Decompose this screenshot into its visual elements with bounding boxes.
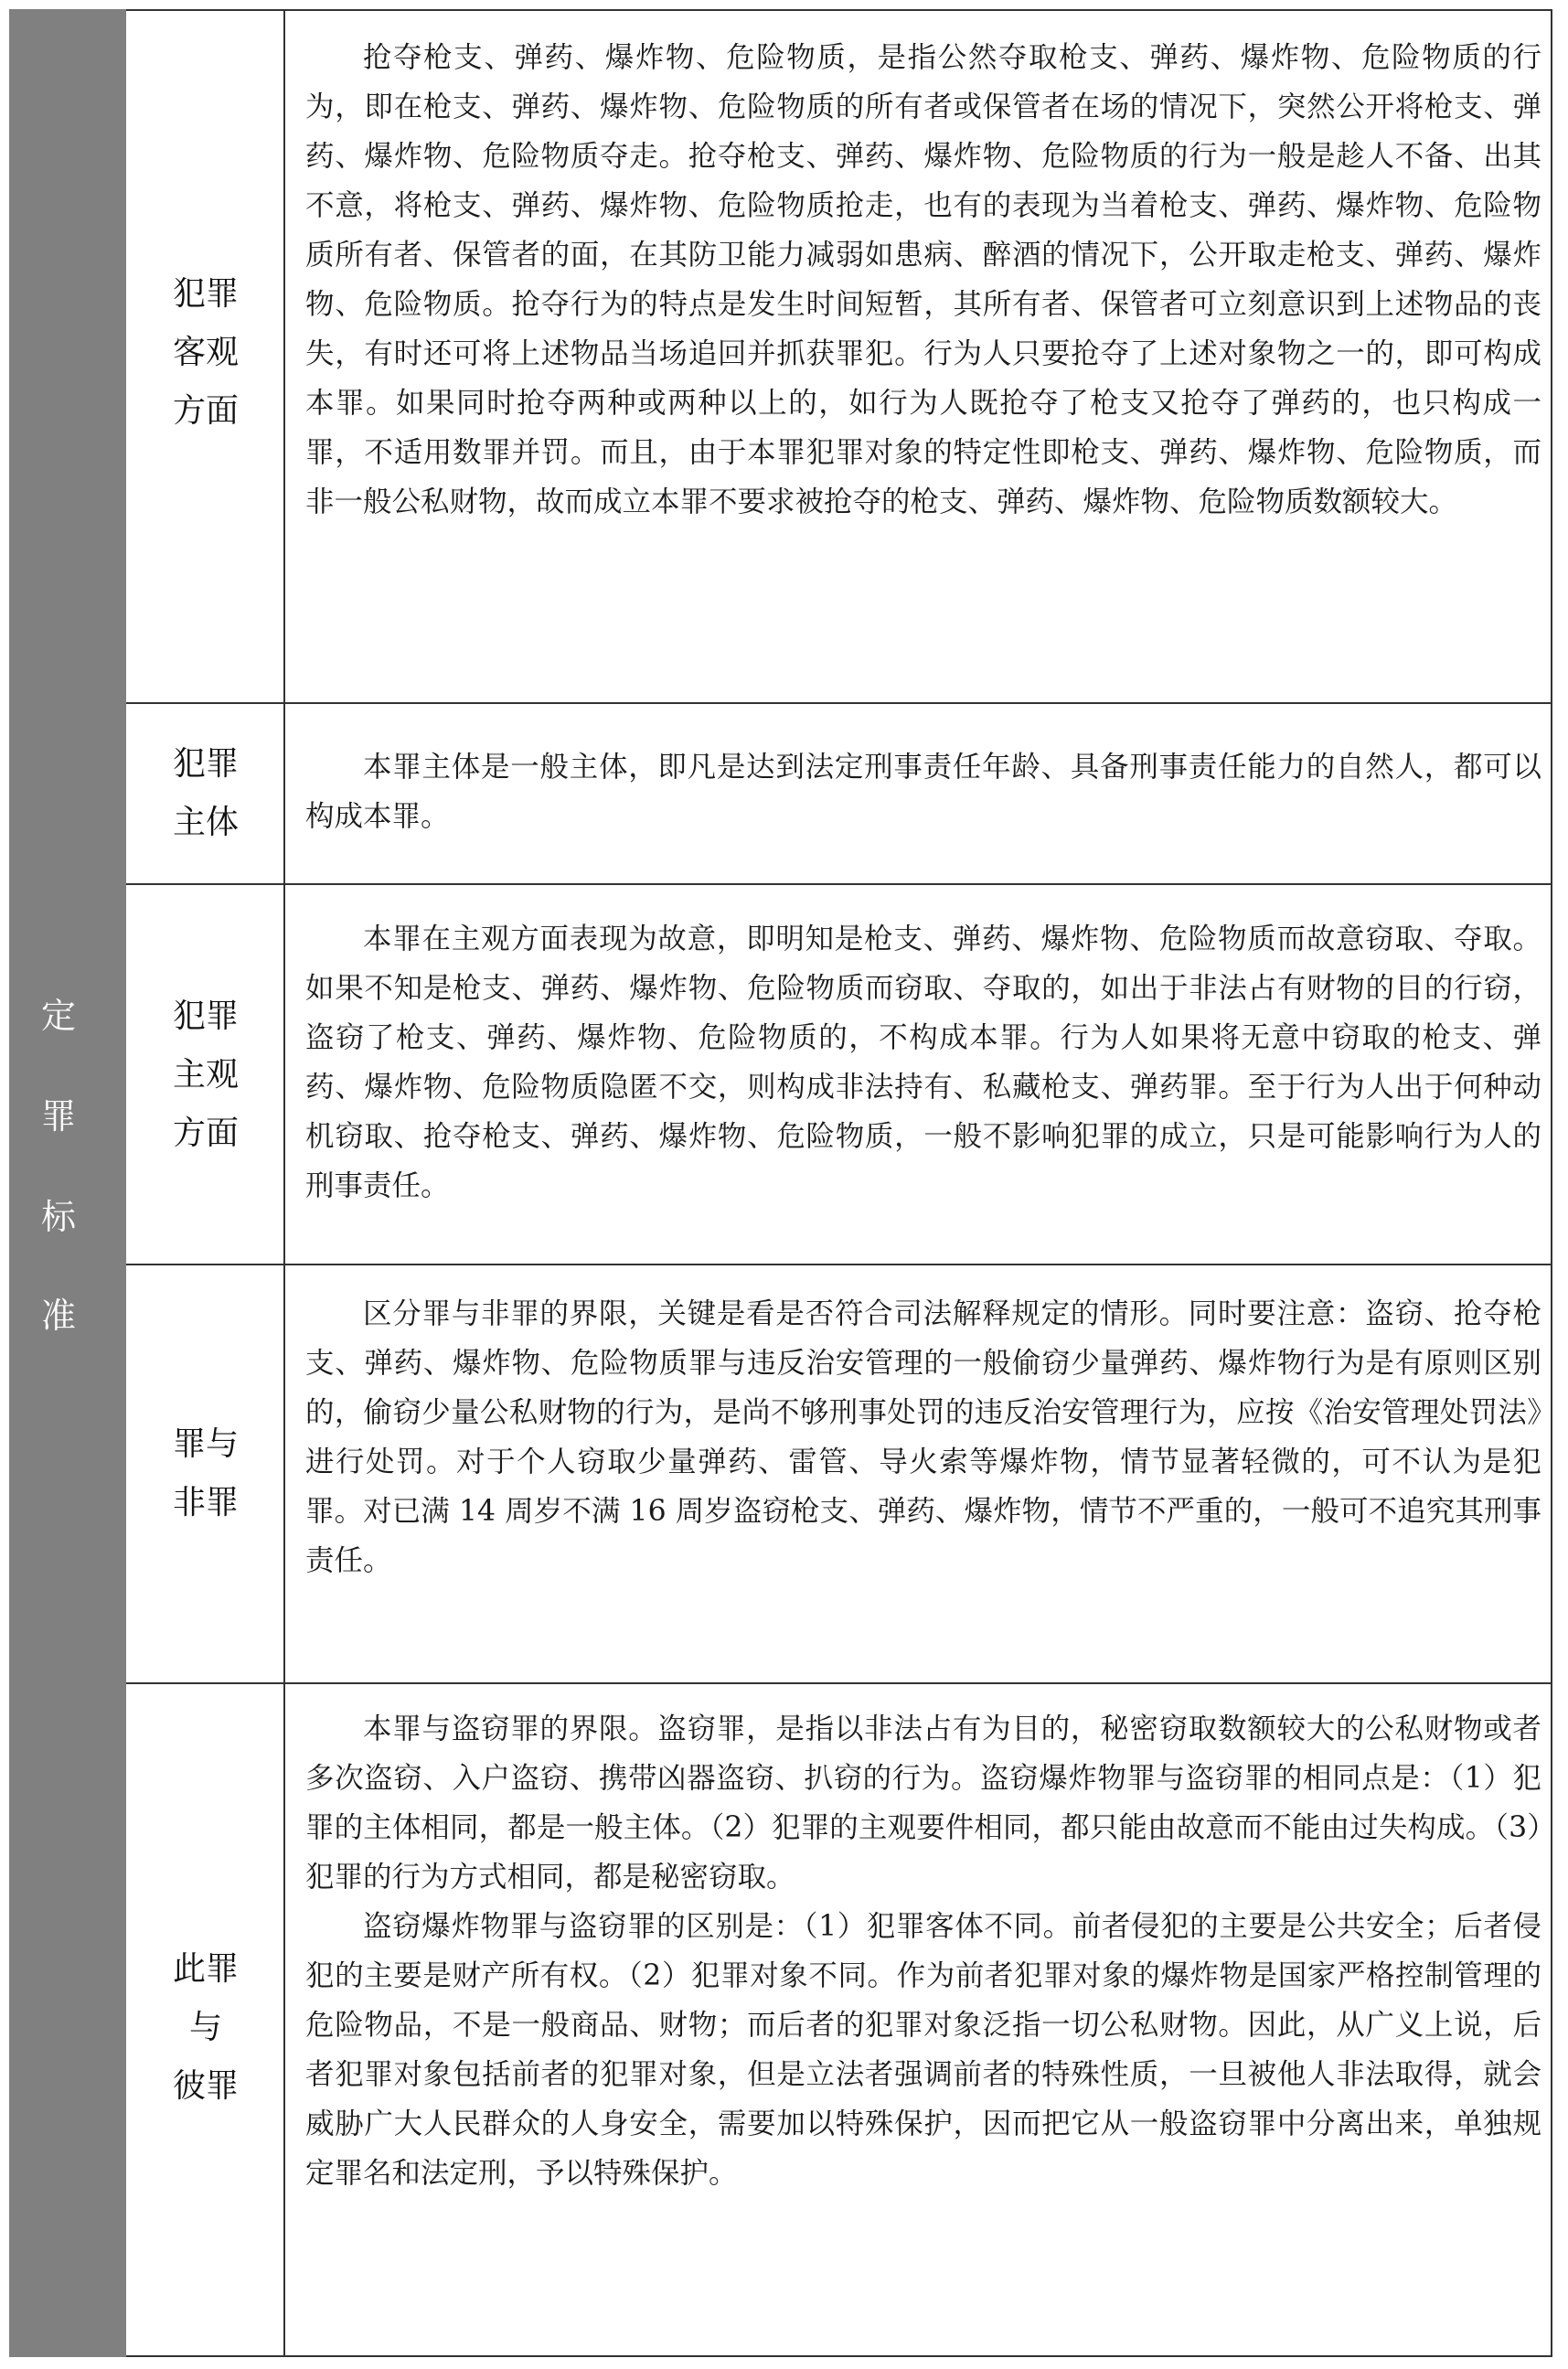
paragraph: 抢夺枪支、弹药、爆炸物、危险物质，是指公然夺取枪支、弹药、爆炸物、危险物质的行为，即在枪支、弹药、爆炸物、危险物质的所有者或保管者在场的情况下，突然公开将枪支、弹药、爆炸物、危险物质夺走。抢夺枪支、弹药、爆炸物、危险物质的行为一般是趁人不备、出其不意，将枪支、弹药、爆炸物、危险物质抢走，也有的表现为当着枪支、弹药、爆炸物、危险物质所有者、保管者的面，在其防卫能力减弱如患病、醉酒的情况下，公开取走枪支、弹药、爆炸物、危险物质。抢夺行为的特点是发生时间短暂，其所有者、保管者可立刻意识到上述物品的丧失，有时还可将上述物品当场追回并抓获罪犯。行为人只要抢夺了上述对象物之一的，即可构成本罪。如果同时抢夺两种或两种以上的，如行为人既抢夺了枪支又抢夺了弹药的，也只构成一罪，不适用数罪并罚。而且，由于本罪犯罪对象的特定性即枪支、弹药、爆炸物、危险物质，而非一般公私财物，故而成立本罪不要求被抢夺的枪支、弹药、爆炸物、危险物质数额较大。 xyxy=(305,41,1541,518)
column-divider xyxy=(283,9,285,2357)
paragraph: 本罪主体是一般主体，即凡是达到法定刑事责任年龄、具备刑事责任能力的自然人，都可以构成本罪。 xyxy=(305,751,1541,833)
side-category-band xyxy=(9,9,126,2357)
row-content-subject xyxy=(305,742,1541,841)
row-divider xyxy=(126,1682,1552,1684)
side-title-char: 罪 xyxy=(40,1096,76,1136)
row-content-this-vs-that-crime xyxy=(305,1704,1541,2198)
side-title-char: 准 xyxy=(40,1296,76,1336)
side-title-char: 定 xyxy=(40,996,76,1036)
row-label-subjective-aspect: 犯罪 主观 方面 xyxy=(172,998,239,1152)
paragraph: 盗窃爆炸物罪与盗窃罪的区别是：（1）犯罪客体不同。前者侵犯的主要是公共安全；后者侵犯的主要是财产所有权。（2）犯罪对象不同。作为前者犯罪对象的爆炸物是国家严格控制管理的危险物品，不是一般商品、财物；而后者的犯罪对象泛指一切公私财物。因此，从广义上说，后者犯罪对象包括前者的犯罪对象，但是立法者强调前者的特殊性质，一旦被他人非法取得，就会威胁广大人民群众的人身安全，需要加以特殊保护，因而把它从一般盗窃罪中分离出来，单独规定罪名和法定刑，予以特殊保护。 xyxy=(305,1910,1541,2190)
row-label-crime-vs-noncrime: 罪与 非罪 xyxy=(172,1425,239,1521)
row-label-this-vs-that-crime: 此罪 与 彼罪 xyxy=(172,1950,239,2105)
row-divider xyxy=(126,883,1552,885)
paragraph: 本罪与盗窃罪的界限。盗窃罪，是指以非法占有为目的，秘密窃取数额较大的公私财物或者多次盗窃、入户盗窃、携带凶器盗窃、扒窃的行为。盗窃爆炸物罪与盗窃罪的相同点是：（1）犯罪的主体相同，都是一般主体。（2）犯罪的主观要件相同，都只能由故意而不能由过失构成。（3）犯罪的行为方式相同，都是秘密窃取。 xyxy=(305,1713,1541,1894)
side-title-char: 标 xyxy=(40,1197,76,1237)
row-content-crime-vs-noncrime xyxy=(305,1289,1541,1585)
row-content-objective-aspect xyxy=(305,33,1541,527)
row-label-subject: 犯罪 主体 xyxy=(172,745,239,841)
row-divider xyxy=(126,1264,1552,1265)
paragraph: 本罪在主观方面表现为故意，即明知是枪支、弹药、爆炸物、危险物质而故意窃取、夺取。如果不知是枪支、弹药、爆炸物、危险物质而窃取、夺取的，如出于非法占有财物的目的行窃，盗窃了枪支、弹药、爆炸物、危险物质的，不构成本罪。行为人如果将无意中窃取的枪支、弹药、爆炸物、危险物质隐匿不交，则构成非法持有、私藏枪支、弹药罪。至于行为人出于何种动机窃取、抢夺枪支、弹药、爆炸物、危险物质，一般不影响犯罪的成立，只是可能影响行为人的刑事责任。 xyxy=(305,923,1541,1202)
paragraph: 区分罪与非罪的界限，关键是看是否符合司法解释规定的情形。同时要注意：盗窃、抢夺枪支、弹药、爆炸物、危险物质罪与违反治安管理的一般偷窃少量弹药、爆炸物行为是有原则区别的，偷窃少量公私财物的行为，是尚不够刑事处罚的违反治安管理行为，应按《治安管理处罚法》进行处罚。对于个人窃取少量弹药、雷管、导火索等爆炸物，情节显著轻微的，可不认为是犯罪。对已满 14 周岁不满 16 周岁盗窃枪支、弹药、爆炸物，情节不严重的，一般可不追究其刑事责任。 xyxy=(305,1297,1541,1577)
row-content-subjective-aspect xyxy=(305,914,1541,1211)
row-divider xyxy=(126,702,1552,704)
row-label-objective-aspect: 犯罪 客观 方面 xyxy=(172,275,239,430)
